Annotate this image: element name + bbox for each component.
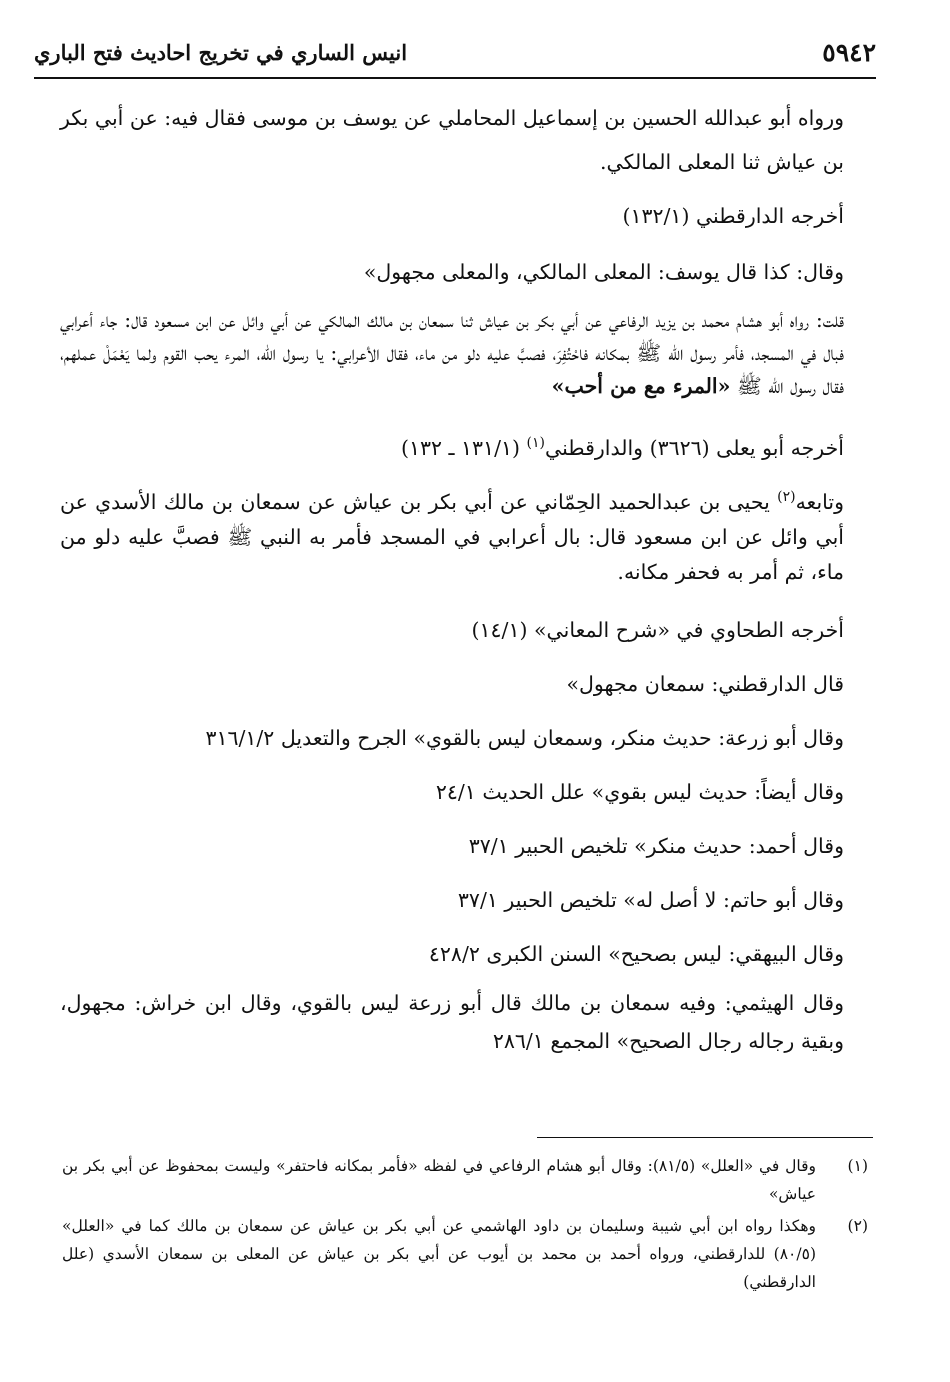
paragraph-text: أخرجه أبو يعلى (٣٦٢٦) والدارقطني (544, 435, 844, 460)
page-header (34, 38, 876, 78)
paragraph: وقال: كذا قال يوسف: المعلى المالكي، والمعلى مجهول» (363, 260, 844, 284)
footnote-separator (537, 1137, 873, 1138)
footnote-number: (٢) (847, 1217, 868, 1235)
footnote-text: وهكذا رواه ابن أبي شيبة وسليمان بن داود الهاشمي عن أبي بكر بن عياش عن سمعان بن مالك كما في «العلل» (٨٠/٥) للدارقطني، ورواه أحمد بن محمد بن أيوب عن أبي بكر بن عياش عن المعلى بن سمعان الأسدي (علل الدارقطني) (62, 1217, 816, 1291)
page-number: ٥٩٤٢ (822, 38, 876, 67)
footnote-ref: (٢) (777, 488, 796, 505)
paragraph: وقال أبو زرعة: حديث منكر، وسمعان ليس بالقوي» الجرح والتعديل ٣١٦/١/٢ (205, 725, 844, 750)
footnote (62, 1212, 868, 1296)
paragraph-text: (١٣١/١ ـ ١٣٢) (400, 435, 520, 460)
paragraph (60, 304, 868, 403)
header-rule (34, 77, 876, 79)
paragraph (60, 421, 868, 470)
main-text (60, 96, 868, 1060)
footnote-text: وقال في «العلل» (٨١/٥): وقال أبو هشام الرفاعي في لفظه «فأمر بمكانه فاحتفر» وليست بمحفوظ عن أبي بكر بن عياش» (62, 1157, 816, 1203)
paragraph: وقال أحمد: حديث منكر» تلخيص الحبير ٣٧/١ (468, 833, 844, 858)
paragraph: أخرجه الطحاوي في «شرح المعاني» (١٤/١) (471, 617, 844, 642)
footnotes (62, 1152, 868, 1300)
paragraph: وقال الهيثمي: وفيه سمعان بن مالك قال أبو زرعة ليس بالقوي، وقال ابن خراش: مجهول، وبقية رجاله رجال الصحيح» المجمع ٢٨٦/١ (60, 990, 844, 1053)
paragraph-text: وتابعه (795, 489, 844, 514)
footnote-number: (١) (847, 1157, 868, 1175)
paragraph (60, 480, 868, 590)
hadith-quote: «المرء مع من أحب» (551, 374, 731, 398)
running-title: انيس الساري في تخريج احاديث فتح الباري (34, 40, 408, 65)
paragraph: أخرجه الدارقطني (١٣٢/١) (622, 204, 844, 228)
paragraph: قال الدارقطني: سمعان مجهول» (566, 671, 844, 696)
paragraph: ورواه أبو عبدالله الحسين بن إسماعيل المحاملي عن يوسف بن موسى فقال فيه: عن أبي بكر بن عياش ثنا المعلى المالكي. (60, 106, 844, 174)
paragraph: وقال أيضاً: حديث ليس بقوي» علل الحديث ٢٤/١ (435, 779, 844, 804)
paragraph-text: يحيى بن عبدالحميد الحِمّاني عن أبي بكر بن عياش عن سمعان بن مالك الأسدي عن أبي وائل عن ابن مسعود قال: بال أعرابي في المسجد فأمر به النبي ﷺ فصبَّ عليه دلو من ماء، ثم أمر به فحفر مكانه. (60, 489, 844, 584)
paragraph: وقال البيهقي: ليس بصحيح» السنن الكبرى ٤٢٨/٢ (428, 941, 844, 966)
footnote-ref: (١) (526, 435, 545, 451)
paragraph: وقال أبو حاتم: لا أصل له» تلخيص الحبير ٣٧/١ (457, 887, 844, 912)
paragraph-text: قلت: رواه أبو هشام محمد بن يزيد الرفاعي عن أبي بكر بن عياش ثنا سمعان بن مالك المالكي عن أبي وائل عن ابن مسعود قال: جاء أعرابي فبال في المسجد، فأمر رسول الله ﷺ بمكانه فاحْتُفِرَ، فصبَّ عليه دلو من ماء، فقال الأعرابي: يا رسول الله، المرء يحب القوم ولما يَعْمَلْ عملهم، فقال رسول الله ﷺ (60, 308, 844, 398)
footnote (62, 1152, 868, 1208)
